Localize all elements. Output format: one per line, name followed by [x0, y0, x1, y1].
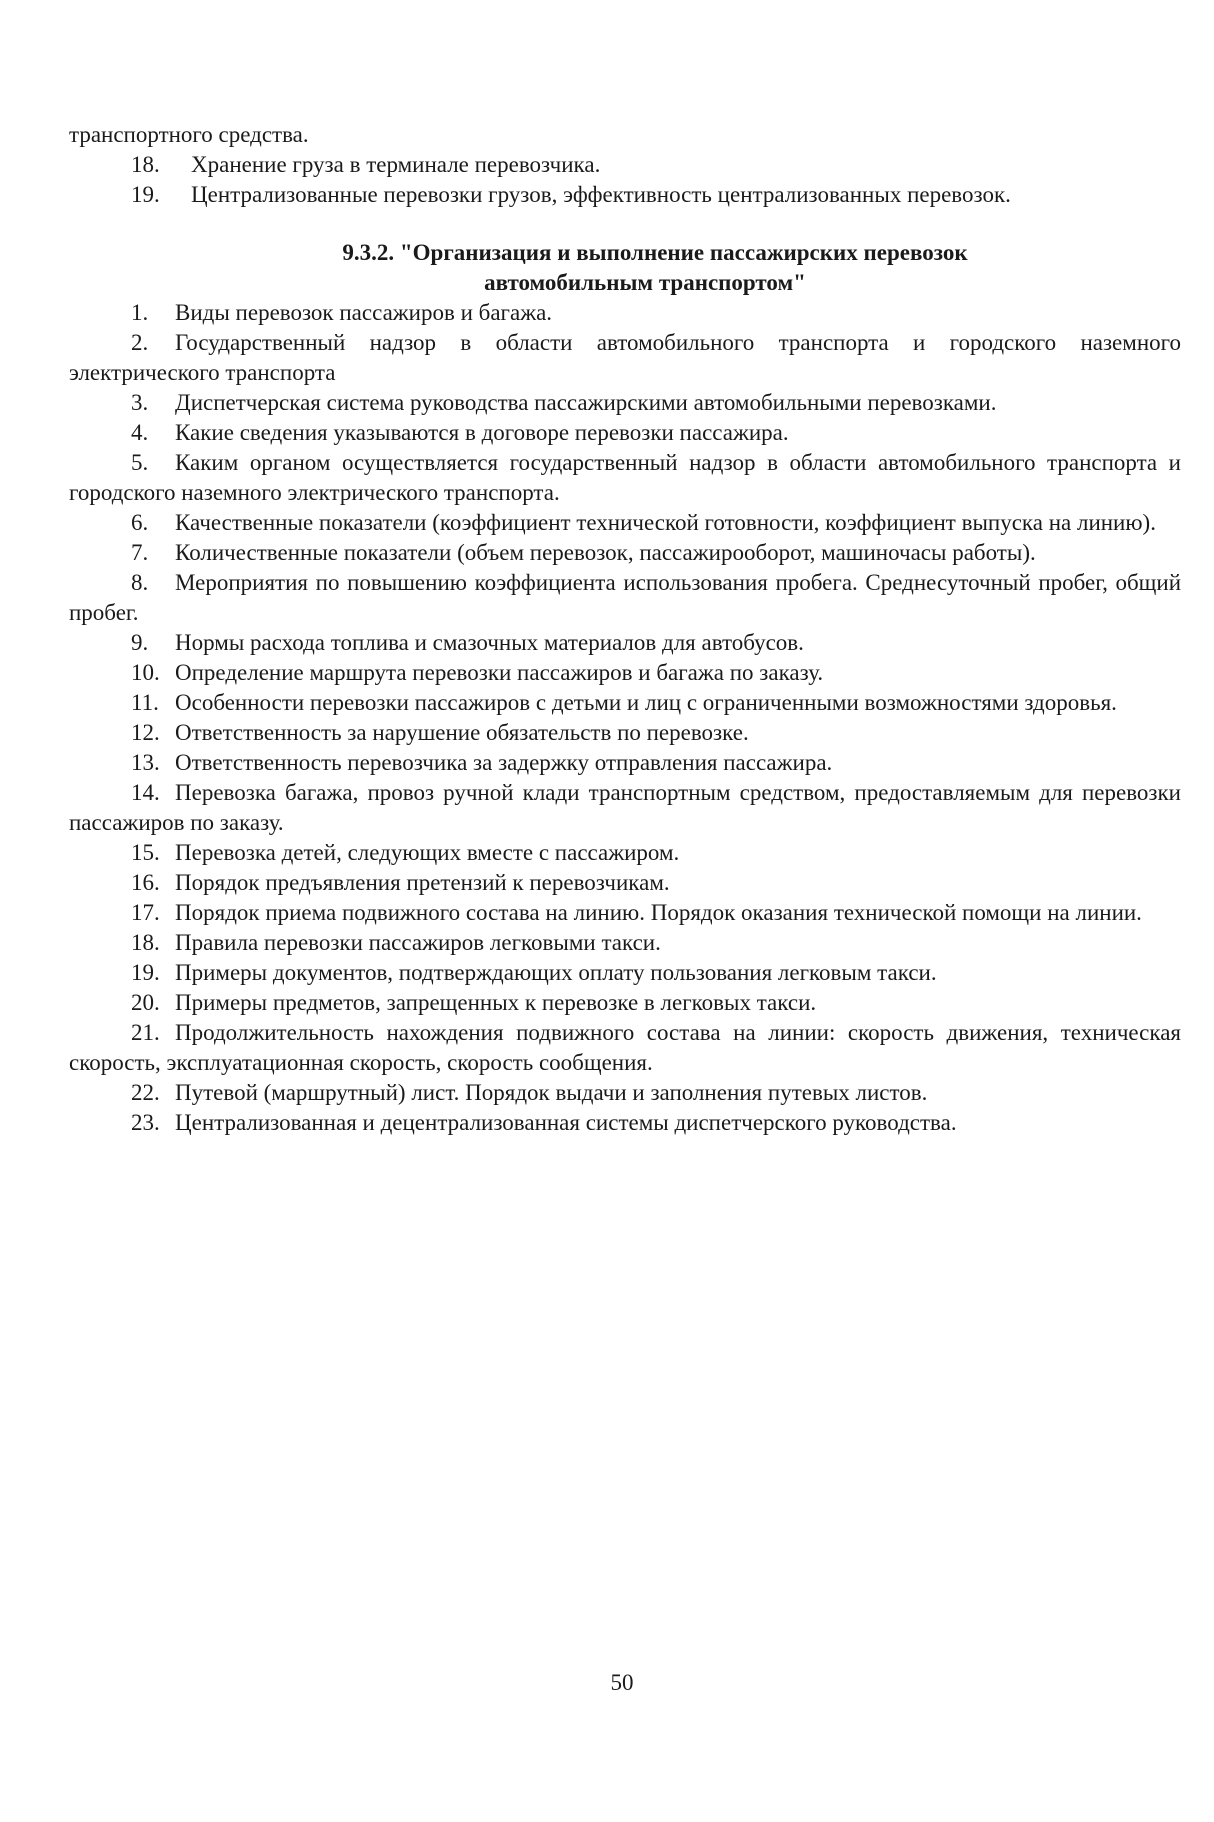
- item-text: Ответственность за нарушение обязательств по перевозке.: [175, 720, 749, 745]
- item-text: Порядок приема подвижного состава на линию. Порядок оказания технической помощи на линии.: [175, 900, 1142, 925]
- item-number: 15.: [131, 840, 160, 865]
- list-item: [69, 1018, 1181, 1078]
- item-text: Перевозка багажа, провоз ручной клади транспортным средством, предоставляемым для перевозки пассажиров по заказу.: [69, 780, 1181, 835]
- list-item: [69, 898, 1181, 928]
- list-item: [69, 658, 1181, 688]
- item-text: Правила перевозки пассажиров легковыми такси.: [175, 930, 661, 955]
- list-item: [69, 748, 1181, 778]
- list-item: [69, 628, 1181, 658]
- list-item: [69, 988, 1181, 1018]
- list-item: [69, 868, 1181, 898]
- item-number: 22.: [131, 1080, 160, 1105]
- item-number: 6.: [131, 510, 149, 535]
- item-number: 13.: [131, 750, 160, 775]
- item-number: 20.: [131, 990, 160, 1015]
- section-heading-line-1: 9.3.2. "Организация и выполнение пассажирских перевозок: [342, 240, 968, 265]
- item-number: 4.: [131, 420, 149, 445]
- list-item: [69, 838, 1181, 868]
- list-item: [69, 538, 1181, 568]
- item-text: Примеры предметов, запрещенных к перевозке в легковых такси.: [175, 990, 817, 1015]
- item-number: 14.: [131, 780, 160, 805]
- list-item: [69, 568, 1181, 628]
- item-number: 19.: [131, 960, 160, 985]
- list-item: [69, 958, 1181, 988]
- item-number: 1.: [131, 300, 149, 325]
- list-item: [69, 508, 1181, 538]
- item-number: 18.: [131, 930, 160, 955]
- list-item: [69, 448, 1181, 508]
- list-item: [69, 778, 1181, 838]
- item-text: Диспетчерская система руководства пассажирскими автомобильными перевозками.: [175, 390, 997, 415]
- item-text: Нормы расхода топлива и смазочных материалов для автобусов.: [175, 630, 804, 655]
- list-item: [69, 928, 1181, 958]
- list-item: [69, 718, 1181, 748]
- list-item: [69, 418, 1181, 448]
- list-item: [69, 688, 1181, 718]
- item-text: Хранение груза в терминале перевозчика.: [191, 152, 601, 177]
- section-heading: [69, 238, 1181, 298]
- list-item: [69, 180, 1181, 210]
- list-item: [69, 298, 1181, 328]
- item-number: 7.: [131, 540, 149, 565]
- item-text: Мероприятия по повышению коэффициента использования пробега. Среднесуточный пробег, общий пробег.: [69, 570, 1181, 625]
- item-number: 21.: [131, 1020, 160, 1045]
- item-number: 2.: [131, 330, 149, 355]
- item-text: Какие сведения указываются в договоре перевозки пассажира.: [175, 420, 789, 445]
- item-number: 3.: [131, 390, 149, 415]
- list-item: [69, 1078, 1181, 1108]
- page-number: 50: [610, 1670, 634, 1695]
- prev-section-list: [69, 150, 1181, 210]
- page-content: [69, 120, 1181, 1138]
- continuation-text: транспортного средства.: [69, 122, 309, 147]
- item-text: Примеры документов, подтверждающих оплату пользования легковым такси.: [175, 960, 937, 985]
- item-text: Виды перевозок пассажиров и багажа.: [175, 300, 553, 325]
- item-text: Продолжительность нахождения подвижного состава на линии: скорость движения, техническая скорость, эксплуатационная скорость, скорость сообщения.: [69, 1020, 1181, 1075]
- item-text: Государственный надзор в области автомобильного транспорта и городского наземного электрического транспорта: [69, 330, 1181, 385]
- item-text: Особенности перевозки пассажиров с детьми и лиц с ограниченными возможностями здоровья.: [175, 690, 1117, 715]
- list-item: [69, 328, 1181, 388]
- item-text: Путевой (маршрутный) лист. Порядок выдачи и заполнения путевых листов.: [175, 1080, 928, 1105]
- section-heading-line-2: автомобильным транспортом": [484, 270, 806, 295]
- item-text: Определение маршрута перевозки пассажиров и багажа по заказу.: [175, 660, 824, 685]
- section-list: [69, 298, 1181, 1138]
- item-number: 23.: [131, 1110, 160, 1135]
- item-number: 19.: [131, 182, 160, 207]
- list-item: [69, 150, 1181, 180]
- item-text: Централизованная и децентрализованная системы диспетчерского руководства.: [175, 1110, 957, 1135]
- item-number: 11.: [131, 690, 159, 715]
- item-text: Ответственность перевозчика за задержку отправления пассажира.: [175, 750, 833, 775]
- item-text: Каким органом осуществляется государственный надзор в области автомобильного транспорта и городского наземного электрического транспорта.: [69, 450, 1181, 505]
- item-number: 8.: [131, 570, 149, 595]
- item-text: Централизованные перевозки грузов, эффективность централизованных перевозок.: [191, 182, 1011, 207]
- item-number: 10.: [131, 660, 160, 685]
- item-number: 5.: [131, 450, 149, 475]
- item-text: Перевозка детей, следующих вместе с пассажиром.: [175, 840, 680, 865]
- list-item: [69, 388, 1181, 418]
- item-number: 18.: [131, 152, 160, 177]
- item-number: 9.: [131, 630, 149, 655]
- item-number: 17.: [131, 900, 160, 925]
- item-text: Количественные показатели (объем перевозок, пассажирооборот, машиночасы работы).: [175, 540, 1036, 565]
- item-text: Порядок предъявления претензий к перевозчикам.: [175, 870, 670, 895]
- item-number: 16.: [131, 870, 160, 895]
- list-item: [69, 1108, 1181, 1138]
- item-number: 12.: [131, 720, 160, 745]
- item-text: Качественные показатели (коэффициент технической готовности, коэффициент выпуска на линию).: [175, 510, 1156, 535]
